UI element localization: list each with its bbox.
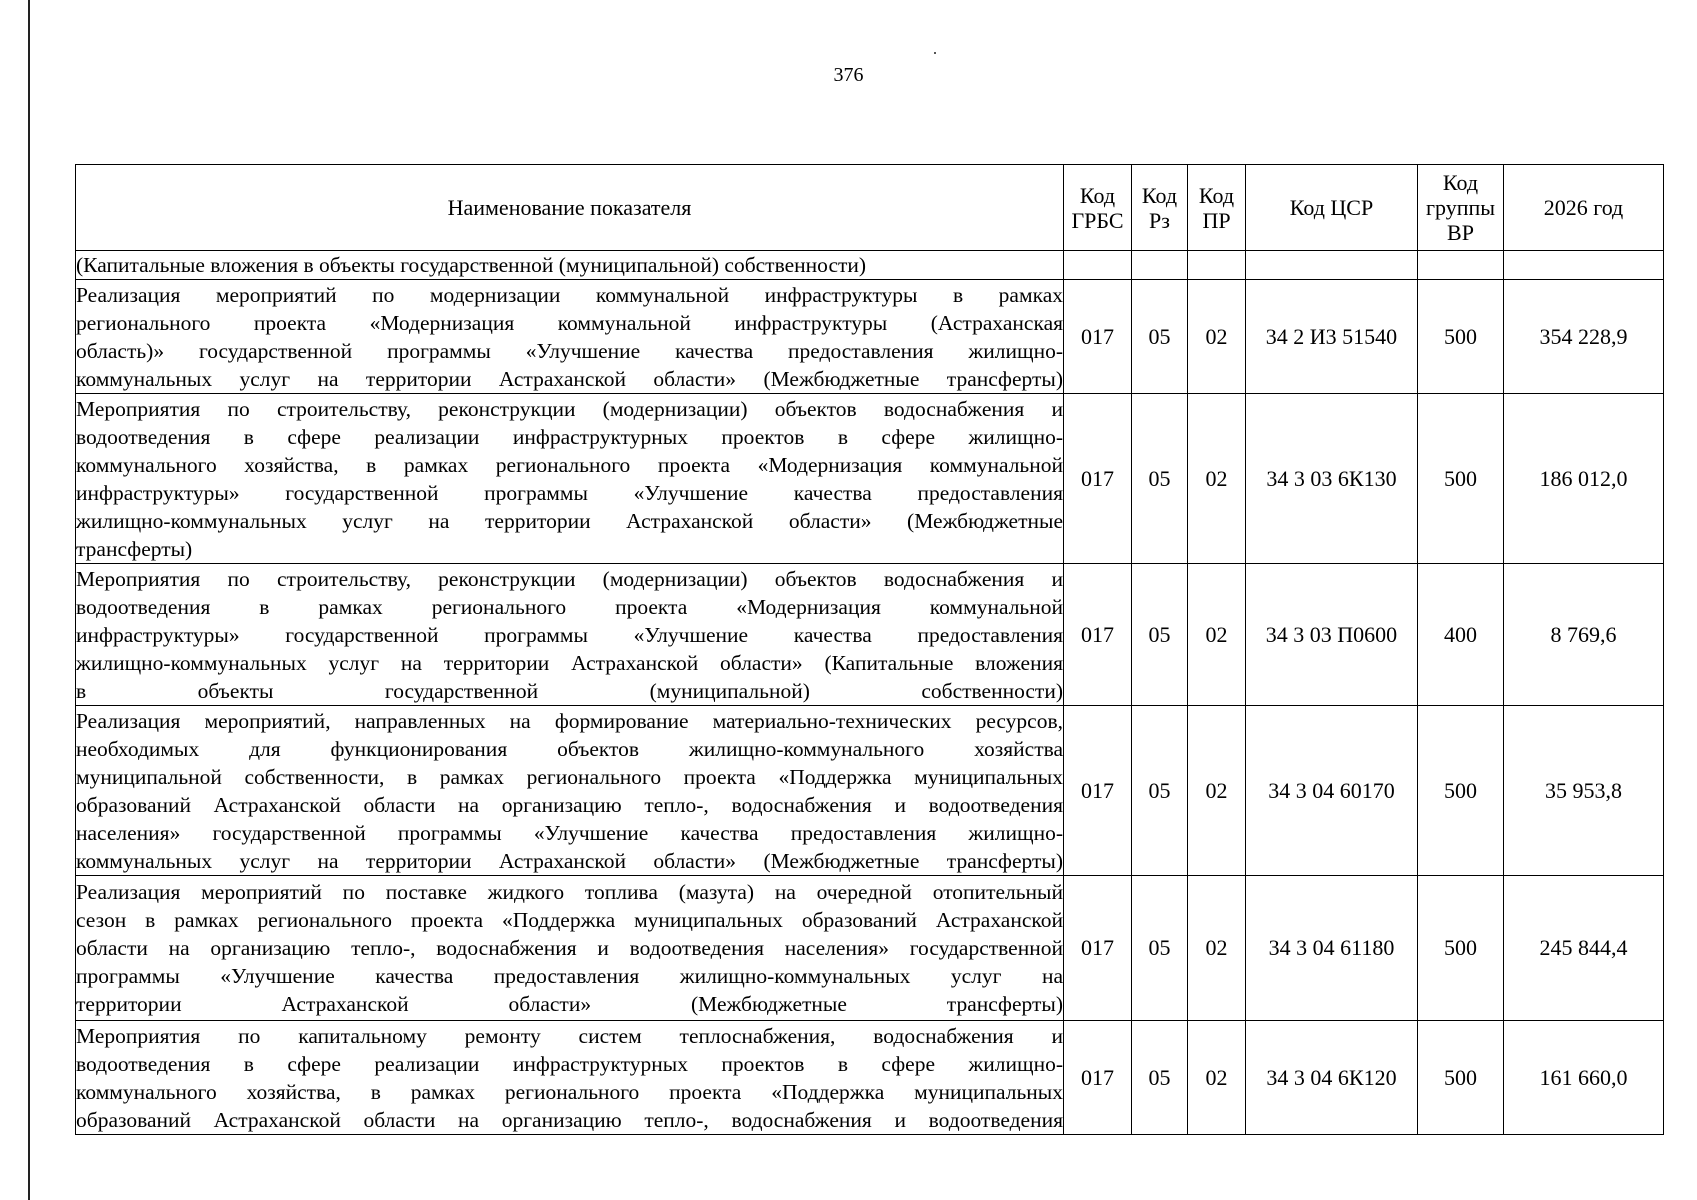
name-line: инфраструктуры» государственной программы «Улучшение качества предоставления: [76, 480, 1063, 505]
header-csr: Код ЦСР: [1246, 165, 1418, 251]
row-name: [76, 280, 1064, 394]
name-line: коммунальных услуг на территории Астраханской области» (Межбюджетные трансферты): [76, 366, 1063, 391]
header-grbs-line2: ГРБС: [1071, 207, 1124, 233]
row-csr: 34 3 04 61180: [1246, 876, 1418, 1021]
row-rz: 05: [1132, 394, 1188, 564]
row-vr: [1418, 251, 1504, 280]
name-line: образований Астраханской области на организацию тепло-, водоснабжения и водоотведения: [76, 792, 1063, 817]
name-line: Мероприятия по строительству, реконструкции (модернизации) объектов водоснабжения и: [76, 566, 1063, 591]
name-line: населения» государственной программы «Улучшение качества предоставления жилищно-: [76, 820, 1063, 845]
name-line: коммунальных услуг на территории Астраханской области» (Межбюджетные трансферты): [76, 848, 1063, 873]
name-line: сезон в рамках регионального проекта «Поддержка муниципальных образований Астраханской: [76, 908, 1063, 932]
header-rz-line1: Код: [1141, 182, 1178, 208]
left-margin-line: [28, 0, 30, 1200]
name-line: (Капитальные вложения в объекты государственной (муниципальной) собственности): [76, 253, 867, 277]
header-vr: [1418, 165, 1504, 251]
name-line: водоотведения в сфере реализации инфраструктурных проектов в сфере жилищно-: [76, 424, 1063, 449]
name-line: территории Астраханской области» (Межбюджетные трансферты): [76, 992, 1063, 1016]
row-pr: 02: [1188, 564, 1246, 706]
name-line: муниципальной собственности, в рамках регионального проекта «Поддержка муниципальных: [76, 764, 1063, 789]
header-vr-line3: ВР: [1447, 220, 1474, 245]
row-pr: 02: [1188, 394, 1246, 564]
name-line: Реализация мероприятий по модернизации коммунальной инфраструктуры в рамках: [76, 282, 1063, 307]
name-line: необходимых для функционирования объектов жилищно-коммунального хозяйства: [76, 736, 1063, 761]
header-rz: [1132, 165, 1188, 251]
name-line: область)» государственной программы «Улучшение качества предоставления жилищно-: [76, 338, 1063, 363]
row-name: [76, 564, 1064, 706]
row-name: [76, 706, 1064, 876]
name-line: Мероприятия по строительству, реконструкции (модернизации) объектов водоснабжения и: [76, 396, 1063, 421]
budget-table: [75, 164, 1664, 1135]
row-grbs: 017: [1064, 394, 1132, 564]
page-number: 376: [833, 64, 864, 86]
row-pr: 02: [1188, 280, 1246, 394]
row-name: [76, 394, 1064, 564]
name-line: трансферты): [76, 536, 193, 561]
header-year: 2026 год: [1504, 165, 1664, 251]
header-vr-line1: Код: [1442, 170, 1479, 195]
row-amount: [1504, 251, 1664, 280]
row-name: [76, 1021, 1064, 1135]
name-line: водоотведения в сфере реализации инфраструктурных проектов в сфере жилищно-: [76, 1051, 1063, 1076]
name-line: области на организацию тепло-, водоснабжения и водоотведения населения» государственной: [76, 936, 1063, 960]
row-amount: 35 953,8: [1504, 706, 1664, 876]
scan-speck: [934, 52, 936, 54]
name-line: программы «Улучшение качества предоставления жилищно-коммунальных услуг на: [76, 964, 1063, 988]
name-line: водоотведения в рамках регионального проекта «Модернизация коммунальной: [76, 594, 1063, 619]
row-csr: [1246, 251, 1418, 280]
row-grbs: 017: [1064, 1021, 1132, 1135]
name-line: Реализация мероприятий по поставке жидкого топлива (мазута) на очередной отопительный: [76, 880, 1063, 904]
row-amount: 354 228,9: [1504, 280, 1664, 394]
row-vr: 500: [1418, 280, 1504, 394]
header-pr-line1: Код: [1198, 182, 1235, 208]
row-vr: 500: [1418, 394, 1504, 564]
header-name: Наименование показателя: [76, 165, 1064, 251]
row-csr: 34 2 И3 51540: [1246, 280, 1418, 394]
row-grbs: 017: [1064, 706, 1132, 876]
header-pr-line2: ПР: [1202, 207, 1231, 233]
name-line: Мероприятия по капитальному ремонту систем теплоснабжения, водоснабжения и: [76, 1023, 1063, 1048]
row-rz: 05: [1132, 280, 1188, 394]
row-rz: 05: [1132, 1021, 1188, 1135]
row-name: [76, 876, 1064, 1021]
row-grbs: 017: [1064, 876, 1132, 1021]
row-vr: 500: [1418, 876, 1504, 1021]
name-line: образований Астраханской области на организацию тепло-, водоснабжения и водоотведения: [76, 1107, 1063, 1132]
row-csr: 34 3 04 6К120: [1246, 1021, 1418, 1135]
row-amount: 245 844,4: [1504, 876, 1664, 1021]
name-line: коммунального хозяйства, в рамках регионального проекта «Модернизация коммунальной: [76, 452, 1063, 477]
row-csr: 34 3 04 60170: [1246, 706, 1418, 876]
row-rz: 05: [1132, 564, 1188, 706]
row-csr: 34 3 03 6К130: [1246, 394, 1418, 564]
table-row: [76, 280, 1664, 394]
row-vr: 400: [1418, 564, 1504, 706]
row-vr: 500: [1418, 1021, 1504, 1135]
name-line: инфраструктуры» государственной программы «Улучшение качества предоставления: [76, 622, 1063, 647]
row-name: [76, 251, 1064, 280]
name-line: Реализация мероприятий, направленных на формирование материально-технических ресурсов,: [76, 708, 1063, 733]
row-rz: [1132, 251, 1188, 280]
row-pr: 02: [1188, 706, 1246, 876]
table-row: [76, 706, 1664, 876]
row-csr: 34 3 03 П0600: [1246, 564, 1418, 706]
header-grbs: [1064, 165, 1132, 251]
row-grbs: 017: [1064, 564, 1132, 706]
name-line: регионального проекта «Модернизация коммунальной инфраструктуры (Астраханская: [76, 310, 1063, 335]
table-row: [76, 1021, 1664, 1135]
row-pr: [1188, 251, 1246, 280]
row-grbs: [1064, 251, 1132, 280]
row-rz: 05: [1132, 876, 1188, 1021]
name-line: коммунального хозяйства, в рамках регионального проекта «Поддержка муниципальных: [76, 1079, 1063, 1104]
name-line: жилищно-коммунальных услуг на территории Астраханской области» (Капитальные вложения: [76, 650, 1063, 675]
table-row: [76, 564, 1664, 706]
header-pr: [1188, 165, 1246, 251]
header-row: [76, 165, 1664, 251]
row-amount: 8 769,6: [1504, 564, 1664, 706]
row-amount: 186 012,0: [1504, 394, 1664, 564]
row-pr: 02: [1188, 1021, 1246, 1135]
row-grbs: 017: [1064, 280, 1132, 394]
table-row: [76, 876, 1664, 1021]
row-rz: 05: [1132, 706, 1188, 876]
table-row: [76, 394, 1664, 564]
header-grbs-line1: Код: [1079, 182, 1116, 208]
name-line: жилищно-коммунальных услуг на территории Астраханской области» (Межбюджетные: [76, 508, 1063, 533]
row-pr: 02: [1188, 876, 1246, 1021]
table-row: [76, 251, 1664, 280]
name-line: в объекты государственной (муниципальной) собственности): [76, 678, 1063, 703]
row-vr: 500: [1418, 706, 1504, 876]
header-vr-line2: группы: [1425, 195, 1496, 220]
row-amount: 161 660,0: [1504, 1021, 1664, 1135]
header-rz-line2: Рз: [1149, 207, 1170, 233]
